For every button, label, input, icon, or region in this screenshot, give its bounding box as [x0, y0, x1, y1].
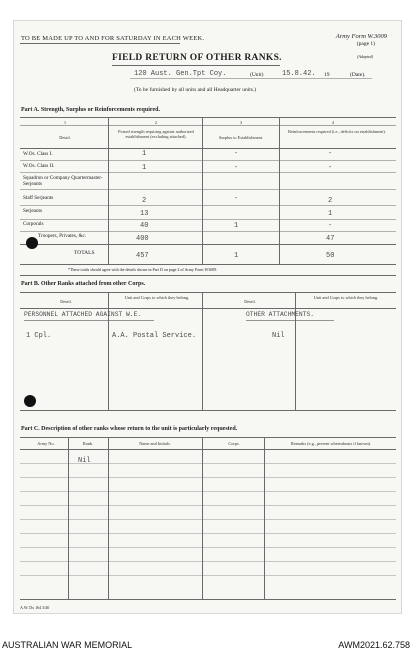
- col-number-3: 3: [240, 120, 242, 125]
- unit-label: (Unit): [250, 72, 264, 78]
- totals-label: TOTALS: [74, 250, 95, 256]
- row-surplus: -: [234, 150, 239, 158]
- part-b-top-line: [20, 292, 396, 293]
- row-line: [20, 231, 396, 232]
- part-a-vline-2: [202, 117, 203, 265]
- col-number-2: 2: [155, 120, 157, 125]
- form-sheet: [13, 20, 402, 614]
- part-a-heading: Part A. Strength, Surplus or Reinforcements required.: [21, 107, 160, 113]
- row-reinf: -: [328, 150, 333, 158]
- part-a-vline-3: [279, 117, 280, 265]
- col-header-line: [20, 148, 396, 149]
- form-title: FIELD RETURN OF OTHER RANKS.: [112, 53, 282, 63]
- part-b-col-detail-left: Detail.: [60, 299, 72, 304]
- unit-value: 120 Aust. Gen.Tpt Coy.: [134, 70, 227, 78]
- col-header-posted: Posted strength requiring against authorized establishment (excluding attached).: [118, 129, 194, 139]
- part-c-row-line: [20, 547, 396, 548]
- col-number-1: 1: [64, 120, 66, 125]
- part-b-entry-detail: 1 Cpl.: [26, 332, 52, 340]
- row-line: [20, 160, 396, 161]
- row-surplus: -: [234, 164, 239, 172]
- row-detail: Staff Serjeants: [23, 195, 54, 201]
- part-c-col-name: Name and Initials.: [139, 441, 171, 446]
- row-reinf: -: [328, 222, 333, 230]
- row-reinf: -: [328, 164, 333, 172]
- part-c-col-army-no: Army No.: [37, 441, 55, 446]
- row-posted: 2: [142, 197, 147, 205]
- page-label: (page 1): [356, 41, 375, 47]
- part-b-entry-unit: A.A. Postal Service.: [112, 332, 197, 340]
- instruction-text: TO BE MADE UP TO AND FOR SATURDAY IN EACH WEEK.: [21, 35, 205, 42]
- part-c-row-line: [20, 519, 396, 520]
- row-detail: W.Os. Class I.: [23, 151, 53, 157]
- row-line: [20, 244, 396, 245]
- row-detail: W.Os. Class II.: [23, 163, 55, 169]
- part-c-bottom-line: [20, 599, 396, 600]
- part-c-row-line: [20, 505, 396, 506]
- totals-line: [20, 264, 396, 265]
- totals-note: *These totals should agree with the details shown in Part D on page 2 of Army Form W3009.: [68, 267, 218, 272]
- part-c-row-line: [20, 477, 396, 478]
- part-b-col-unit-right: Unit and Corps to which they belong.: [313, 295, 379, 300]
- part-b-header-line: [20, 308, 396, 309]
- part-c-heading: Part C. Description of other ranks whose return to the unit is particularly requested.: [21, 426, 238, 432]
- row-surplus: 1: [234, 222, 239, 230]
- part-b-vline-2: [202, 292, 203, 410]
- part-a-vline-1: [108, 117, 109, 265]
- title-underline: [112, 65, 280, 66]
- part-b-left-underline: [24, 320, 154, 321]
- part-b-right-heading: OTHER ATTACHMENTS.: [246, 311, 315, 318]
- row-line: [20, 172, 396, 173]
- row-posted: 1: [142, 150, 147, 158]
- part-c-row-line: [20, 463, 396, 464]
- part-a-bottom-line: [20, 275, 396, 276]
- footer-accession: AWM2021.62.758: [338, 640, 410, 650]
- part-c-col-rank: Rank.: [82, 441, 94, 446]
- furnished-note: (To be furnished by all units and all Headquarter units.): [134, 87, 257, 93]
- col-header-reinforcements: Reinforcements required (i.e., deficits on establishment).: [288, 129, 386, 134]
- row-detail: Squadron or Company Quartermaster-Serjeants: [23, 175, 103, 187]
- part-b-vline-1: [108, 292, 109, 410]
- totals-posted: 457: [136, 252, 149, 260]
- row-posted: 400: [136, 235, 149, 243]
- row-posted: 40: [140, 222, 149, 230]
- footer-institution: AUSTRALIAN WAR MEMORIAL: [2, 640, 133, 650]
- col-header-surplus: Surplus to Establishment.: [218, 135, 264, 140]
- print-code: A.W. Dx 164 3/40: [20, 605, 50, 610]
- part-c-row-line: [20, 575, 396, 576]
- row-reinf: 1: [328, 210, 333, 218]
- totals-surplus: 1: [234, 252, 239, 260]
- adapted-label: (Adapted): [357, 54, 373, 59]
- row-line: [20, 189, 396, 190]
- unit-date-dotted-line: [130, 78, 372, 79]
- instruction-underline: [20, 43, 180, 44]
- part-a-top-line: [20, 117, 396, 118]
- punch-hole-upper: [26, 237, 38, 249]
- row-line: [20, 205, 396, 206]
- date-label: (Date).: [350, 72, 366, 78]
- part-b-vline-3: [295, 292, 296, 410]
- part-b-col-detail-right: Detail.: [244, 299, 256, 304]
- row-posted: 1: [142, 164, 147, 172]
- part-c-row-line: [20, 561, 396, 562]
- part-b-left-heading: PERSONNEL ATTACHED AGAINST W.E.: [24, 311, 142, 318]
- part-b-heading: Part B. Other Ranks attached from other Corps.: [21, 281, 146, 287]
- date-value: 15.8.42.: [282, 70, 316, 78]
- part-b-right-underline: [246, 320, 334, 321]
- punch-hole-lower: [24, 395, 36, 407]
- row-reinf: 47: [326, 235, 335, 243]
- part-c-header-line: [20, 449, 396, 450]
- row-reinf: 2: [328, 197, 333, 205]
- row-detail: Serjeants: [23, 208, 43, 214]
- army-form-label: Army Form W.3009: [335, 33, 387, 40]
- part-b-bottom-line: [20, 410, 396, 411]
- row-posted: 13: [140, 210, 149, 218]
- part-c-row-line: [20, 533, 396, 534]
- row-detail: Troopers, Privates, &c.: [38, 233, 87, 239]
- year-prefix: 19: [324, 72, 330, 78]
- col-number-line: [20, 125, 396, 126]
- col-header-detail: Detail.: [59, 135, 71, 140]
- part-c-col-remarks: Remarks (e.g., present whereabouts if known).: [290, 441, 372, 446]
- part-b-col-unit-left: Unit and Corps to which they belong.: [124, 295, 190, 300]
- part-c-top-line: [20, 437, 396, 438]
- row-surplus: -: [234, 195, 239, 203]
- part-c-entry-rank: Nil: [78, 457, 91, 465]
- part-b-entry-right: Nil: [272, 332, 285, 340]
- row-line: [20, 219, 396, 220]
- part-c-col-corps: Corps.: [228, 441, 240, 446]
- part-c-row-line: [20, 491, 396, 492]
- col-number-4: 4: [332, 120, 334, 125]
- totals-reinf: 50: [326, 252, 335, 260]
- row-detail: Corporals: [23, 221, 44, 227]
